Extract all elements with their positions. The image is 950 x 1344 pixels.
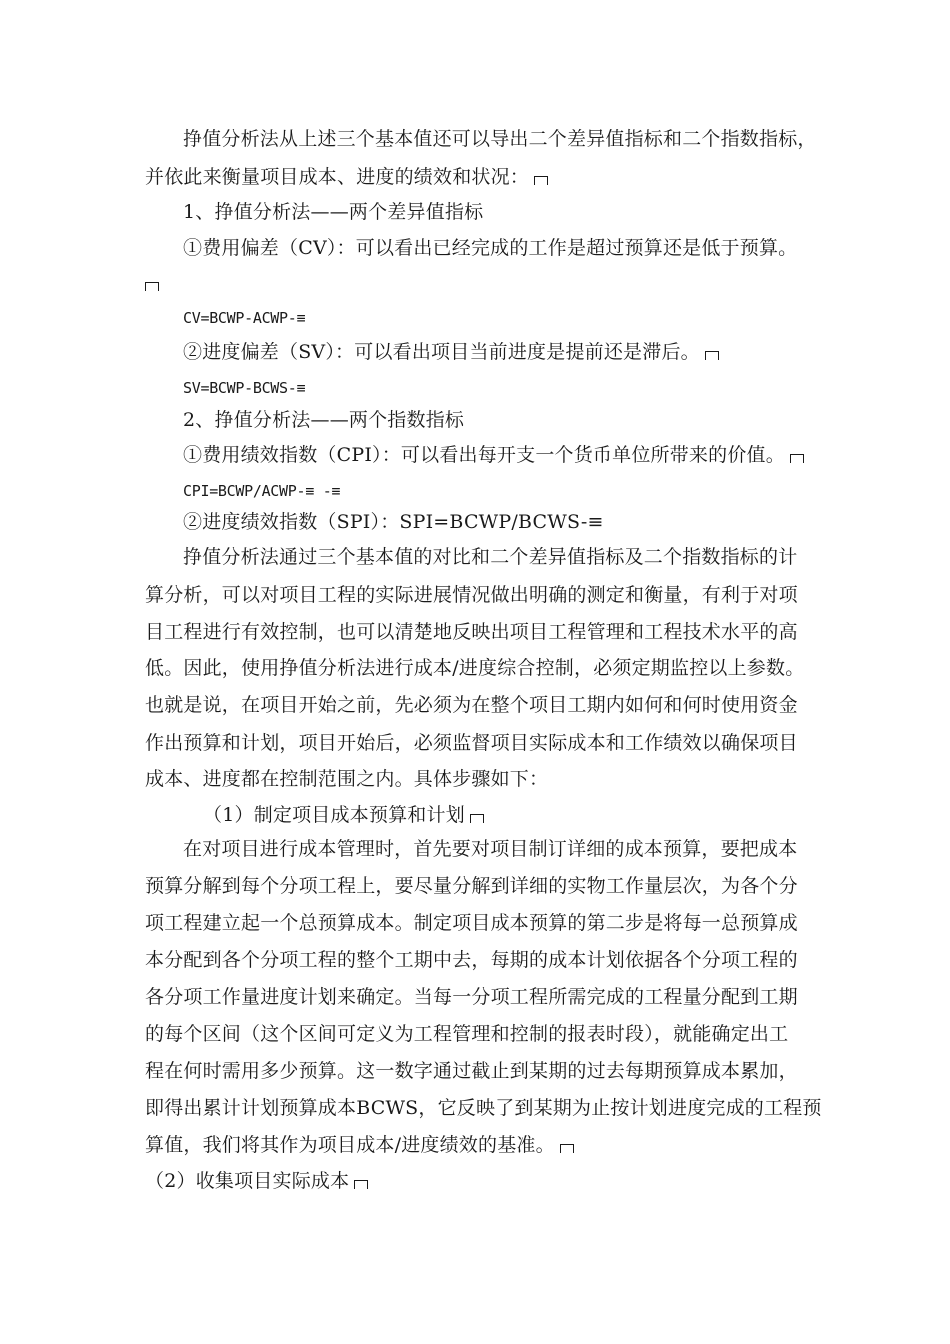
paragraph-line: ②进度偏差（SV）：可以看出项目当前进度是提前还是滞后。	[183, 340, 719, 364]
paragraph-mark-icon	[560, 1144, 574, 1153]
paragraph-line: 作出预算和计划，项目开始后，必须监督项目实际成本和工作绩效以确保项目	[145, 732, 798, 754]
paragraph-line: 挣值分析法通过三个基本值的对比和二个差异值指标及二个指数指标的计	[183, 546, 798, 568]
paragraph-mark-icon	[354, 1180, 368, 1189]
paragraph-mark-icon	[534, 176, 548, 185]
subsection-heading: （2）收集项目实际成本	[145, 1169, 368, 1193]
formula-line: CV=BCWP-ACWP-≡	[183, 309, 306, 327]
section-heading: 2、挣值分析法——两个指数指标	[183, 409, 465, 431]
formula-line: SV=BCWP-BCWS-≡	[183, 379, 306, 397]
paragraph-line: 的每个区间（这个区间可定义为工程管理和控制的报表时段），就能确定出工	[145, 1023, 789, 1045]
formula-line: CPI=BCWP/ACWP-≡ -≡	[183, 482, 341, 500]
paragraph-mark-icon	[145, 282, 159, 291]
paragraph-line: 成本、进度都在控制范围之内。具体步骤如下：	[145, 768, 549, 790]
paragraph-line: 算值，我们将其作为项目成本/进度绩效的基准。	[145, 1133, 574, 1157]
paragraph-line: 算分析，可以对项目工程的实际进展情况做出明确的测定和衡量，有利于对项	[145, 584, 798, 606]
paragraph-line: 目工程进行有效控制，也可以清楚地反映出项目工程管理和工程技术水平的高	[145, 621, 798, 643]
paragraph-line: ①费用偏差（CV）：可以看出已经完成的工作是超过预算还是低于预算。	[183, 237, 798, 259]
paragraph-line: 各分项工作量进度计划来确定。当每一分项工程所需完成的工程量分配到工期	[145, 986, 798, 1008]
paragraph-line: 程在何时需用多少预算。这一数字通过截止到某期的过去每期预算成本累加，	[145, 1060, 798, 1082]
paragraph-line: 项工程建立起一个总预算成本。制定项目成本预算的第二步是将每一总预算成	[145, 912, 798, 934]
paragraph-line: 即得出累计计划预算成本BCWS，它反映了到某期为止按计划进度完成的工程预	[145, 1097, 822, 1119]
paragraph-line: 预算分解到每个分项工程上，要尽量分解到详细的实物工作量层次，为各个分	[145, 875, 798, 897]
paragraph-line: ②进度绩效指数（SPI）：SPI=BCWP/BCWS-≡	[183, 511, 604, 533]
subsection-heading: （1）制定项目成本预算和计划	[203, 803, 484, 827]
paragraph-line: 挣值分析法从上述三个基本值还可以导出二个差异值指标和二个指数指标，	[183, 128, 817, 150]
paragraph-line: ①费用绩效指数（CPI）：可以看出每开支一个货币单位所带来的价值。	[183, 443, 804, 467]
paragraph-mark-icon	[790, 454, 804, 463]
paragraph-line: 低。因此，使用挣值分析法进行成本/进度综合控制，必须定期监控以上参数。	[145, 657, 805, 679]
paragraph-line: 本分配到各个分项工程的整个工期中去，每期的成本计划依据各个分项工程的	[145, 949, 798, 971]
paragraph-line: 在对项目进行成本管理时，首先要对项目制订详细的成本预算，要把成本	[183, 838, 798, 860]
paragraph-mark-icon	[470, 814, 484, 823]
paragraph-line: 并依此来衡量项目成本、进度的绩效和状况：	[145, 165, 548, 189]
section-heading: 1、挣值分析法——两个差异值指标	[183, 201, 484, 223]
paragraph-mark-icon	[705, 351, 719, 360]
paragraph-line: 也就是说，在项目开始之前，先必须为在整个项目工期内如何和何时使用资金	[145, 694, 798, 716]
